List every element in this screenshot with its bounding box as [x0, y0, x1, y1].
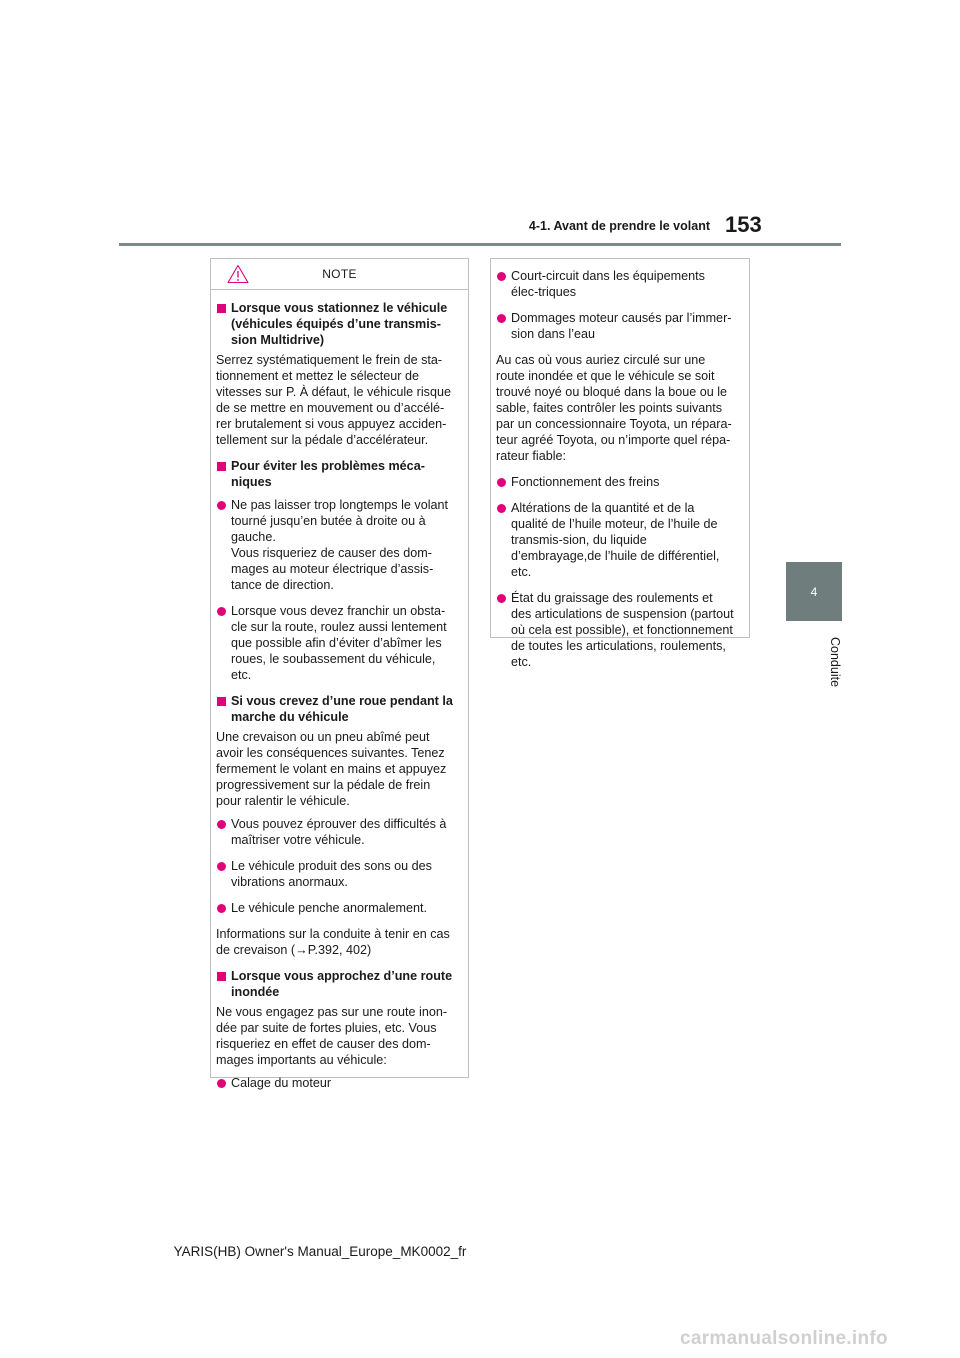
note-box-right — [490, 258, 750, 669]
note-label: NOTE — [322, 267, 357, 281]
list-item: Altérations de la quantité et de la qualité de l’huile moteur, de l’huile de transmis-sion, du liquide d’embrayage,de l’huile de différentiel, etc. — [496, 500, 735, 580]
section-title: 4-1. Avant de prendre le volant — [528, 219, 710, 233]
round-bullet-icon — [497, 504, 506, 513]
round-bullet-icon — [217, 862, 226, 871]
round-bullet-icon — [497, 594, 506, 603]
list-item: État du graissage des roulements et des articulations de suspension (partout où cela est possible), et fonctionnement de toutes les articulations, roulements, etc. — [496, 590, 735, 670]
subheading-parking: Lorsque vous stationnez le véhicule (véhicules équipés d’une transmis-sion Multidrive) — [216, 300, 454, 348]
round-bullet-icon — [217, 501, 226, 510]
round-bullet-icon — [497, 314, 506, 323]
chapter-number: 4 — [810, 584, 818, 599]
warning-triangle-icon — [227, 264, 249, 284]
paragraph-flood-check: Au cas où vous auriez circulé sur une route inondée et que le véhicule se soit trouvé noyé ou bloqué dans la boue ou le sable, faites contrôler les points suivants par un concessionnaire Toyota, un répara-teur agréé Toyota, ou n’importe quel répa-rateur fiable: — [496, 353, 732, 463]
paragraph-parking: Serrez systématiquement le frein de sta-tionnement et mettez le sélecteur de vitesses sur P. À défaut, le véhicule risque de se mettre en mouvement ou d’accélé-rer brutalement si vous appuyez acciden-tellement sur la pédale d’accélérateur. — [216, 353, 451, 447]
list-item: Calage du moteur — [216, 1075, 454, 1091]
page-number: 153 — [725, 212, 762, 237]
note-header — [211, 259, 468, 290]
subheading-flood: Lorsque vous approchez d’une route inondée — [216, 968, 454, 1000]
paragraph-tire-reference: Informations sur la conduite à tenir en cas de crevaison (→P.392, 402) — [216, 927, 450, 957]
round-bullet-icon — [497, 478, 506, 487]
list-item: Dommages moteur causés par l’immer-sion dans l’eau — [496, 310, 735, 342]
square-bullet-icon — [217, 462, 226, 471]
document-id: YARIS(HB) Owner's Manual_Europe_MK0002_fr — [173, 1244, 467, 1259]
list-item: Court-circuit dans les équipements élec-triques — [496, 268, 735, 300]
subheading-mechanical: Pour éviter les problèmes méca-niques — [216, 458, 454, 490]
note-box-left — [210, 258, 469, 1090]
list-item: Lorsque vous devez franchir un obsta-cle sur la route, roulez aussi lentement que possible afin d’éviter d’abîmer les roues, le soubassement du véhicule, etc. — [216, 603, 454, 683]
paragraph-tire: Une crevaison ou un pneu abîmé peut avoir les conséquences suivantes. Tenez fermement le volant en mains et appuyez progressivement sur la pédale de frein pour ralentir le véhicule. — [216, 730, 447, 808]
watermark: carmanualsonline.info — [680, 1328, 888, 1349]
list-item: Vous pouvez éprouver des difficultés à maîtriser votre véhicule. — [216, 816, 454, 848]
list-item: Ne pas laisser trop longtemps le volant tourné jusqu’en butée à droite ou à gauche. Vous risqueriez de causer des dom-mages au moteur électrique d’assis-tance de direction. — [216, 497, 454, 593]
square-bullet-icon — [217, 972, 226, 981]
round-bullet-icon — [217, 904, 226, 913]
round-bullet-icon — [217, 607, 226, 616]
chapter-label: Conduite — [828, 636, 842, 688]
round-bullet-icon — [217, 820, 226, 829]
round-bullet-icon — [497, 272, 506, 281]
chapter-tab — [786, 562, 842, 621]
square-bullet-icon — [217, 697, 226, 706]
square-bullet-icon — [217, 304, 226, 313]
round-bullet-icon — [217, 1079, 226, 1088]
subheading-tire: Si vous crevez d’une roue pendant la marche du véhicule — [216, 693, 454, 725]
list-item: Le véhicule produit des sons ou des vibrations anormaux. — [216, 858, 454, 890]
paragraph-flood: Ne vous engagez pas sur une route inon-dée par suite de fortes pluies, etc. Vous risqueriez en effet de causer des dom-mages importants au véhicule: — [216, 1005, 448, 1067]
list-item: Fonctionnement des freins — [496, 474, 735, 490]
list-item: Le véhicule penche anormalement. — [216, 900, 454, 916]
header-divider — [119, 243, 841, 246]
